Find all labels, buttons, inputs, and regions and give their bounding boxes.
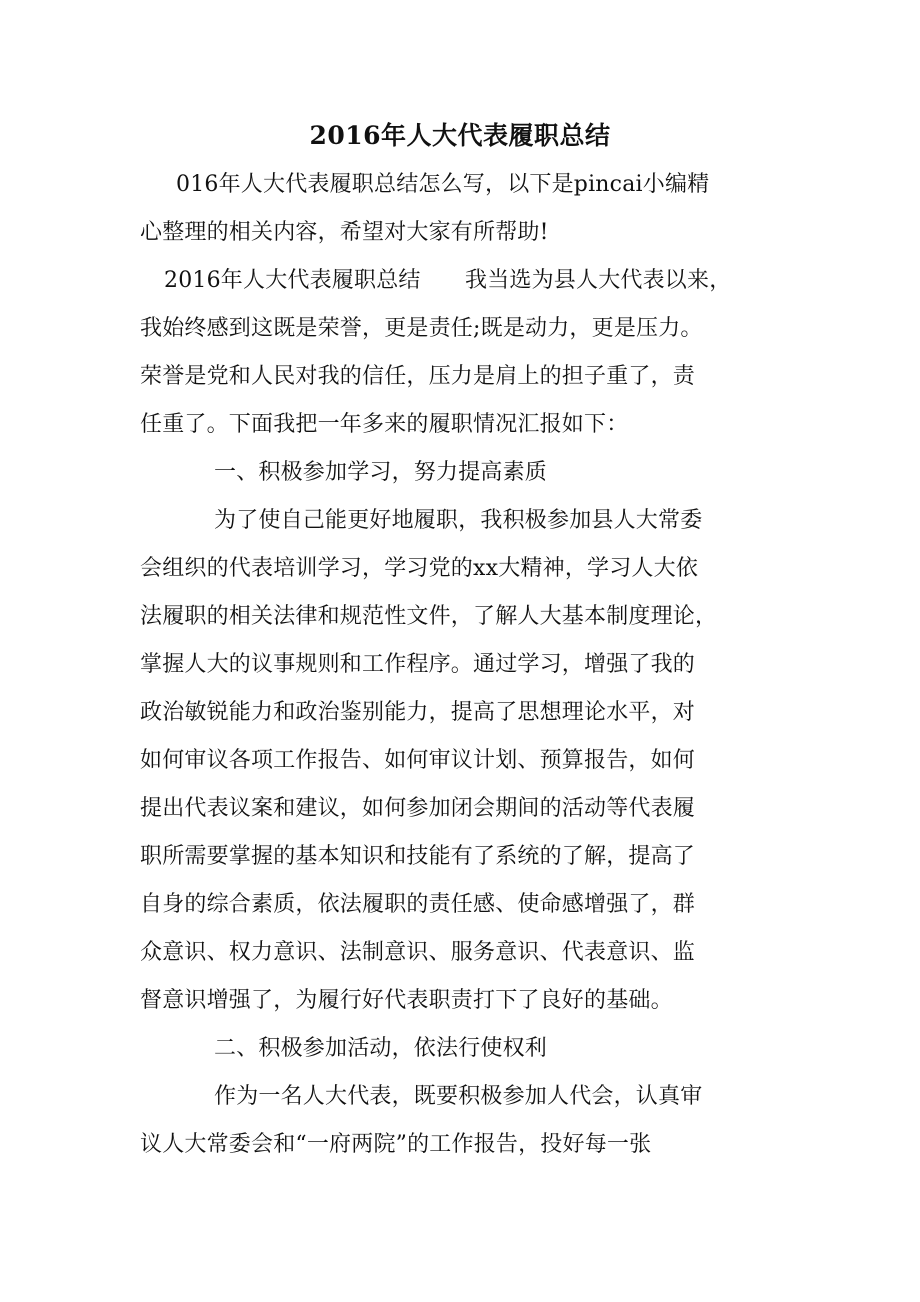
body-line: 督意识增强了，为履行好代表职责打下了良好的基础。 xyxy=(140,988,673,1013)
body-line: 如何审议各项工作报告、如何审议计划、预算报告，如何 xyxy=(140,748,696,773)
body-line: 议人大常委会和“一府两院”的工作报告，投好每一张 xyxy=(140,1132,652,1157)
body-line: 2016年人大代表履职总结 我当选为县人大代表以来， xyxy=(164,268,732,293)
body-line: 荣誉是党和人民对我的信任，压力是肩上的担子重了，责 xyxy=(140,364,696,389)
section-heading: 二、积极参加活动，依法行使权利 xyxy=(214,1036,548,1061)
body-line: 掌握人大的议事规则和工作程序。通过学习，增强了我的 xyxy=(140,652,696,677)
body-line: 职所需要掌握的基本知识和技能有了系统的了解，提高了 xyxy=(140,844,696,869)
body-line: 政治敏锐能力和政治鉴别能力，提高了思想理论水平，对 xyxy=(140,700,696,725)
body-line: 提出代表议案和建议，如何参加闭会期间的活动等代表履 xyxy=(140,796,696,821)
body-line: 我始终感到这既是荣誉，更是责任;既是动力，更是压力。 xyxy=(140,316,703,341)
body-line: 为了使自己能更好地履职，我积极参加县人大常委 xyxy=(214,508,703,533)
body-line: 016年人大代表履职总结怎么写，以下是pincai小编精 xyxy=(176,172,710,197)
body-line: 自身的综合素质，依法履职的责任感、使命感增强了，群 xyxy=(140,892,696,917)
body-line: 作为一名人大代表，既要积极参加人代会，认真审 xyxy=(214,1084,703,1109)
section-heading: 一、积极参加学习，努力提高素质 xyxy=(214,460,548,485)
body-line: 心整理的相关内容，希望对大家有所帮助! xyxy=(140,220,549,245)
page-title: 2016年人大代表履职总结 xyxy=(309,121,611,150)
body-line: 法履职的相关法律和规范性文件，了解人大基本制度理论， xyxy=(140,604,718,629)
body-line: 会组织的代表培训学习，学习党的xx大精神，学习人大依 xyxy=(140,556,699,581)
body-line: 任重了。下面我把一年多来的履职情况汇报如下： xyxy=(140,412,629,437)
body-line: 众意识、权力意识、法制意识、服务意识、代表意识、监 xyxy=(140,940,696,965)
